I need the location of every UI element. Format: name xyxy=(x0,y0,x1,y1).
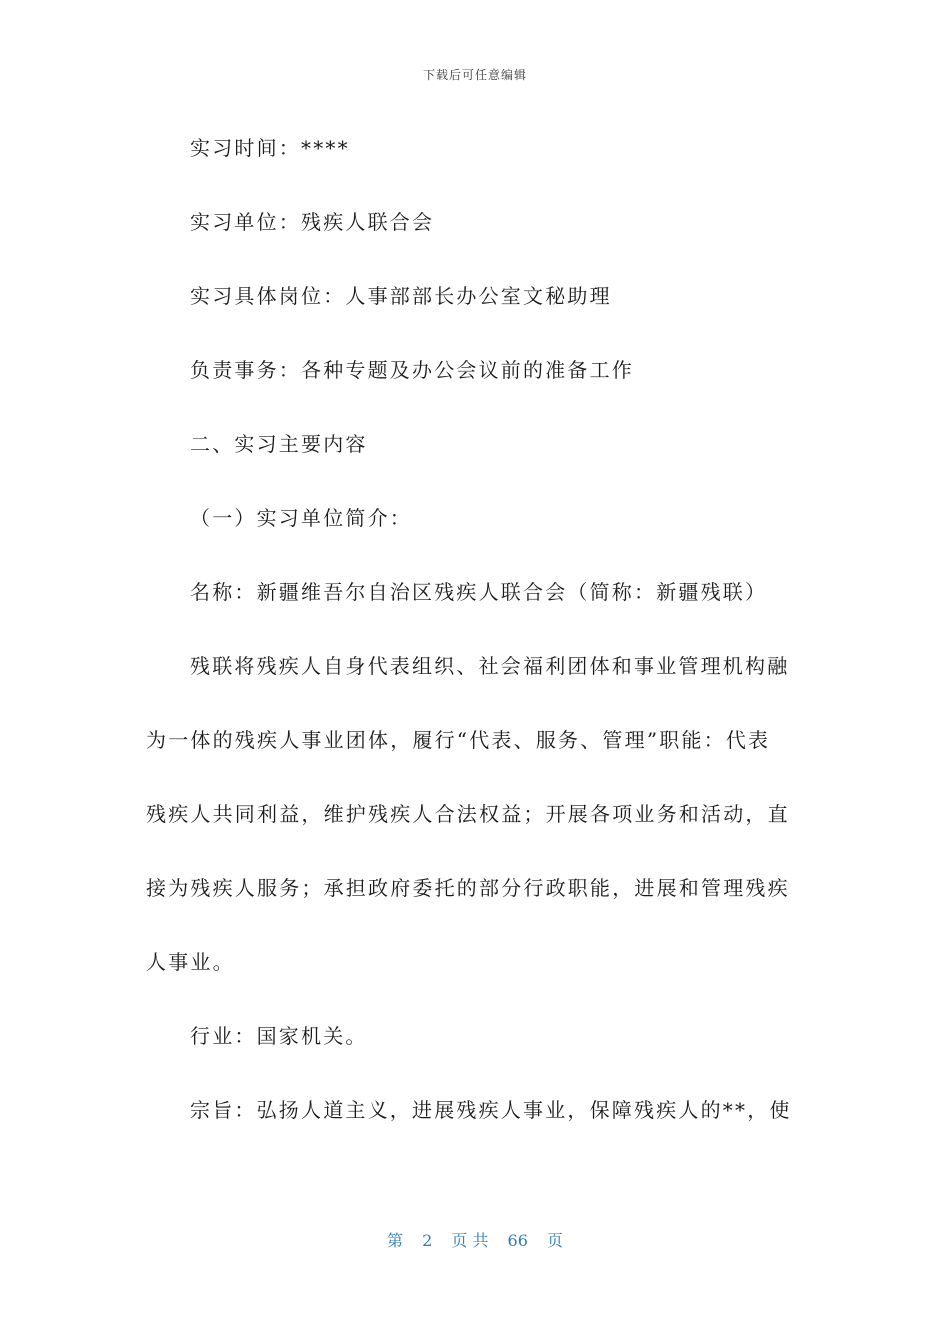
paragraph-internship-time: 实习时间：**** xyxy=(190,136,350,160)
paragraph-internship-position: 实习具体岗位：人事部部长办公室文秘助理 xyxy=(190,284,612,308)
paragraph-description-line-2: 为一体的残疾人事业团体，履行“代表、服务、管理”职能：代表 xyxy=(146,728,771,752)
footer-page-suffix: 页 xyxy=(547,1231,564,1250)
footer-page-prefix: 第 xyxy=(386,1231,403,1250)
paragraph-internship-unit: 实习单位：残疾人联合会 xyxy=(190,210,435,234)
paragraph-description-line-1: 残联将残疾人自身代表组织、社会福利团体和事业管理机构融 xyxy=(190,654,790,678)
subsection-heading-unit-intro: （一）实习单位简介： xyxy=(190,506,412,530)
section-heading-main-content: 二、实习主要内容 xyxy=(190,432,368,456)
paragraph-unit-name: 名称：新疆维吾尔自治区残疾人联合会（简称：新疆残联） xyxy=(190,580,768,604)
paragraph-description-line-4: 接为残疾人服务；承担政府委托的部分行政职能，进展和管理残疾 xyxy=(146,876,790,900)
paragraph-responsibilities: 负责事务：各种专题及办公会议前的准备工作 xyxy=(190,358,634,382)
paragraph-purpose: 宗旨：弘扬人道主义，进展残疾人事业，保障残疾人的**，使 xyxy=(190,1098,792,1122)
footer-page-mid: 页 共 xyxy=(451,1231,489,1250)
footer-page-number: 2 xyxy=(422,1231,433,1250)
footer-total-pages: 66 xyxy=(507,1231,528,1250)
paragraph-description-line-3: 残疾人共同利益，维护残疾人合法权益；开展各项业务和活动，直 xyxy=(146,802,790,826)
document-body xyxy=(146,128,792,1164)
paragraph-industry: 行业：国家机关。 xyxy=(190,1024,368,1048)
paragraph-description-line-5: 人事业。 xyxy=(146,950,235,974)
page-header-note: 下载后可任意编辑 xyxy=(422,68,527,82)
page-footer xyxy=(0,1228,950,1251)
